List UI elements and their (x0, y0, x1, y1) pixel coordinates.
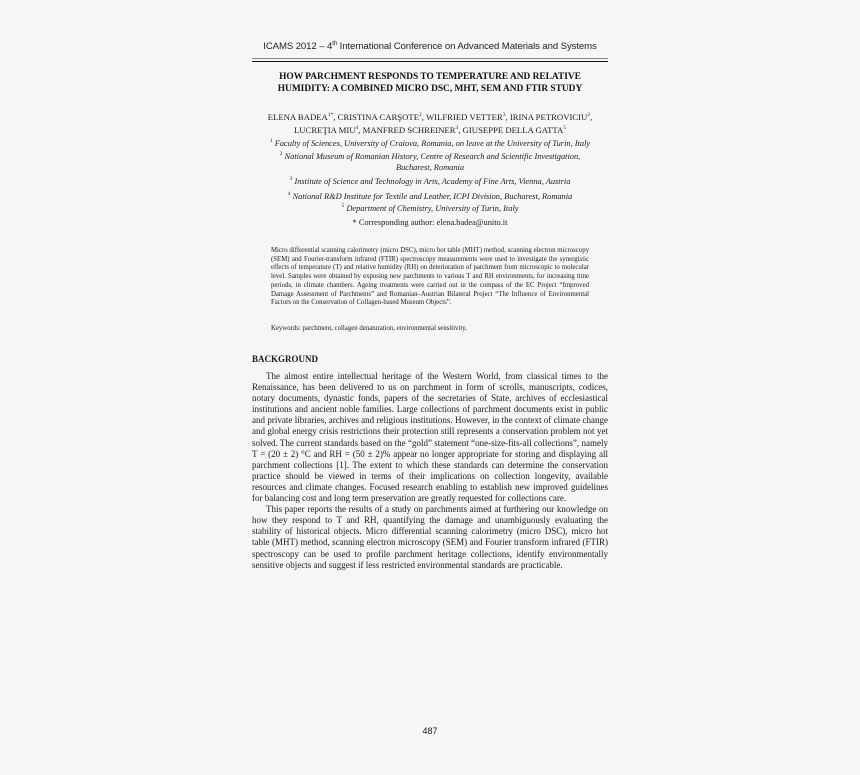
affiliation-num: 5 (341, 203, 345, 209)
corresponding-author: * Corresponding author: elena.badea@unito.it (352, 218, 508, 227)
affiliation-text: National R&D Institute for Textile and Leather, ICPI Division, Bucharest, Romania (292, 191, 573, 201)
author-sup: 1* (327, 112, 334, 118)
header-rule (252, 58, 608, 62)
author-sup: 3 (502, 112, 506, 118)
keywords: Keywords: parchment, collagen denaturation, environmental sensitivity, (271, 325, 467, 332)
affiliation-5 (252, 201, 608, 214)
author-name: GIUSEPPE DELLA GATTA (462, 124, 564, 135)
running-head (252, 41, 608, 52)
affiliation-2 (266, 149, 594, 173)
affiliation-text: National Museum of Romanian History, Centre of Research and Scientific Investigation, Bucharest, Romania (284, 151, 581, 172)
affiliation-3 (252, 174, 608, 187)
title-line-1: HOW PARCHMENT RESPONDS TO TEMPERATURE AND RELATIVE (279, 72, 581, 82)
author-line-1: ELENA $BADEA^{1*}$, CRISTINA CARŞOTE$^2$, WILFRIED VETTER$^3$, IRINA PETROVICIU$^2$, (267, 111, 593, 122)
running-head-suffix: International Conference on Advanced Materials and Systems (337, 41, 597, 53)
body-text (252, 371, 608, 571)
author-sup: 4 (355, 124, 359, 131)
affiliation-num: 3 (289, 176, 293, 182)
title-line-2: HUMIDITY: A COMBINED MICRO DSC, MHT, SEM AND FTIR STUDY (277, 84, 583, 94)
affiliation-text: Department of Chemistry, University of Turin, Italy (346, 203, 519, 213)
running-head-sup: th (332, 41, 338, 47)
author-name: ELENA BADEA (267, 111, 328, 122)
author-name: WILFRIED VETTER (425, 111, 503, 122)
affiliation-num: 1 (269, 138, 273, 144)
affiliation-num: 4 (287, 191, 291, 197)
affiliation-4 (252, 189, 608, 202)
paper-page (252, 0, 608, 775)
abstract: Micro differential scanning calorimetry (micro DSC), micro hot table (MHT) method, scanning electron microscopy (SEM) and Fourier-transform infrared (FTIR) spectroscopy measurements were used to investigate the synergistic effects of temperature (T) and relative humidity (RH) on deterioration of parchment from microscopic to molecular level. Samples were obtained by exposing new parchments to various T and RH environments, for increasing time periods, in climate chambers. Ageing treatments were carried out in the compass of the EC Project “Improved Damage Assessment of Parchments” and Romanian–Austrian Bilateral Project “The Influence of Environmental Factors on the Conservation of Collagen-based Museum Objects”. (271, 247, 589, 307)
section-heading: BACKGROUND (252, 354, 319, 364)
author-name: MANFRED SCHREINER (362, 124, 456, 135)
author-name: IRINA PETROVICIU (509, 111, 588, 122)
author-sup: 2 (587, 112, 591, 118)
paper-title (252, 71, 608, 95)
affiliation-text: Faculty of Sciences, University of Craiova, Romania, on leave at the University of Turin, Italy (274, 138, 591, 148)
affiliation-num: 2 (279, 151, 283, 157)
affiliation-1 (252, 136, 608, 149)
author-sup: 3 (455, 124, 459, 131)
author-sup: 5 (563, 124, 567, 131)
author-line-2: LUCREŢIA MIU$^4$, MANFRED SCHREINER$^3$, GIUSEPPE DELLA GATTA$^5$ (293, 124, 567, 135)
author-name: CRISTINA CARŞOTE (337, 111, 420, 122)
paragraph: This paper reports the results of a study on parchments aimed at furthering our knowledge on how they respond to T and RH, quantifying the damage and unambiguously evaluating the stability of historical objects. Micro differential scanning calorimetry (micro DSC), micro hot table (MHT) method, scanning electron microscopy (SEM) and Fourier transform infrared (FTIR) spectroscopy can be used to profile parchment heritage collections, identify environmentally sensitive objects and suggest if less restricted environmental standards are practicable. (252, 504, 608, 570)
author-list (252, 110, 608, 136)
author-name: LUCREŢIA MIU (293, 124, 356, 135)
paragraph: The almost entire intellectual heritage of the Western World, from classical times to the Renaissance, has been delivered to us on parchment in form of scrolls, manuscripts, codices, notary documents, dynastic fonds, papers of the secretaries of State, archives of ecclesiastical institutions and ancient noble families. Large collections of parchment documents exist in public and private libraries, archives and religious institutions. However, in the context of climate change and global energy crisis restrictions their protection still represents a conservation problem not yet solved. The current standards based on the “gold” statement “one-size-fits-all collections”, namely T = (20 ± 2) °C and RH = (50 ± 2)% appear no longer appropriate for storing and displaying all parchment collections [1]. The extent to which these standards can determine the conservation practice should be viewed in terms of their implications on collection longevity, available resources and climate changes. Focused research enabling to establish new improved guidelines for balancing cost and long term preservation are greatly requested for collections care. (252, 371, 608, 504)
author-sup: 2 (419, 112, 422, 118)
affiliation-text: Institute of Science and Technology in Arts, Academy of Fine Arts, Vienna, Austria (294, 176, 571, 186)
running-head-prefix: ICAMS 2012 – 4 (263, 41, 333, 53)
page-number: 487 (422, 726, 438, 736)
